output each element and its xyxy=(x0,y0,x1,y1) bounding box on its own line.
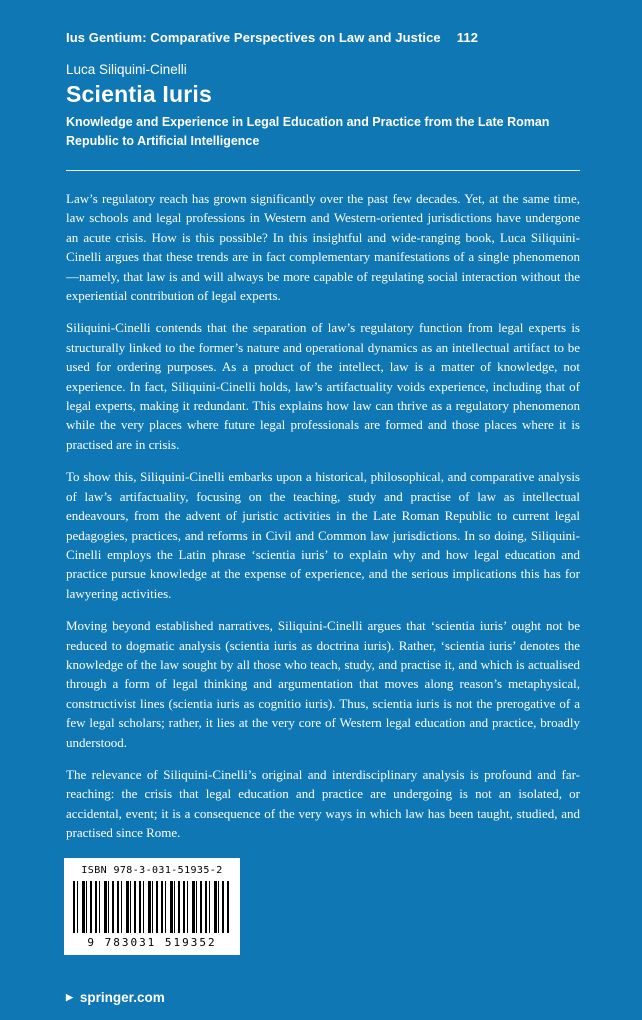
blurb-paragraph: To show this, Siliquini-Cinelli embarks upon a historical, philosophical, and comparative analysis of law’s artifactuality, focusing on the teaching, study and practise of law as intellectual endeavours, from the advent of juristic activities in the Late Roman Republic to current legal pedagogies, practices, and reforms in Civil and Common law jurisdictions. In so doing, Siliquini-Cinelli employs the Latin phrase ‘scientia iuris’ to explain why and how legal education and practice pursue knowledge at the expense of experience, and the serious implications this has for lawyering activities. xyxy=(66,469,580,601)
publisher-link[interactable] xyxy=(66,990,165,1005)
publisher-url: springer.com xyxy=(79,990,165,1005)
blurb-paragraph: Moving beyond established narratives, Siliquini-Cinelli argues that ‘scientia iuris’ ought not be reduced to dogmatic analysis (scientia iuris as doctrina iuris). Rather, ‘scientia iuris’ denotes the knowledge of the law sought by all those who teach, study, and practise it, and which is actualised through a form of legal thinking and argumentation that moves along reason’s metaphysical, constructivist lines (scientia iuris as cognitio iuris). Thus, scientia iuris is not the prerogative of a few legal scholars; rather, it lies at the very core of Western legal education and practice, broadly understood. xyxy=(66,618,580,750)
series-title-line xyxy=(66,30,580,45)
arrow-icon: ▶ xyxy=(66,992,73,1002)
blurb xyxy=(66,189,580,843)
isbn-label: ISBN 978-3-031-51935-2 xyxy=(81,865,223,876)
blurb-paragraph: The relevance of Siliquini-Cinelli’s original and interdisciplinary analysis is profound and far-reaching: the crisis that legal education and practice are undergoing is not an isolated, or accidental, event; it is a consequence of the very ways in which law has been taught, studied, and practised since Rome. xyxy=(66,766,580,841)
series-title: Ius Gentium: Comparative Perspectives on Law and Justice xyxy=(66,30,441,45)
divider xyxy=(66,170,580,171)
barcode-digits: 9 783031 519352 xyxy=(87,936,217,949)
blurb-paragraph: Siliquini-Cinelli contends that the separation of law’s regulatory function from legal experts is structurally linked to the former’s nature and operational dynamics as an intellectual artifact to be used for ordering purposes. As a product of the intellect, law is a matter of knowledge, not experience. In fact, Siliquini-Cinelli holds, law’s artifactuality voids experience, including that of legal experts, making it redundant. This explains how law can thrive as a regulatory phenomenon while the very places where future legal professionals are formed and those places where it is practised are in crisis. xyxy=(66,320,580,452)
barcode-bars-icon xyxy=(73,881,231,933)
book-title: Scientia Iuris xyxy=(66,81,212,107)
blurb-paragraph: Law’s regulatory reach has grown significantly over the past few decades. Yet, at the same time, law schools and legal professions in Western and Western-oriented jurisdictions have undergone an acute crisis. How is this possible? In this insightful and wide-ranging book, Luca Siliquini-Cinelli argues that these trends are in fact complementary manifestations of a single phenomenon—namely, that law is and will always be more capable of regulating social interaction without the experiential contribution of legal experts. xyxy=(66,191,580,304)
book-subtitle: Knowledge and Experience in Legal Education and Practice from the Late Roman Republic to Artificial Intelligence xyxy=(66,115,550,148)
series-number: 112 xyxy=(456,30,479,45)
author-name: Luca Siliquini-Cinelli xyxy=(66,62,187,77)
barcode-box xyxy=(64,858,240,955)
